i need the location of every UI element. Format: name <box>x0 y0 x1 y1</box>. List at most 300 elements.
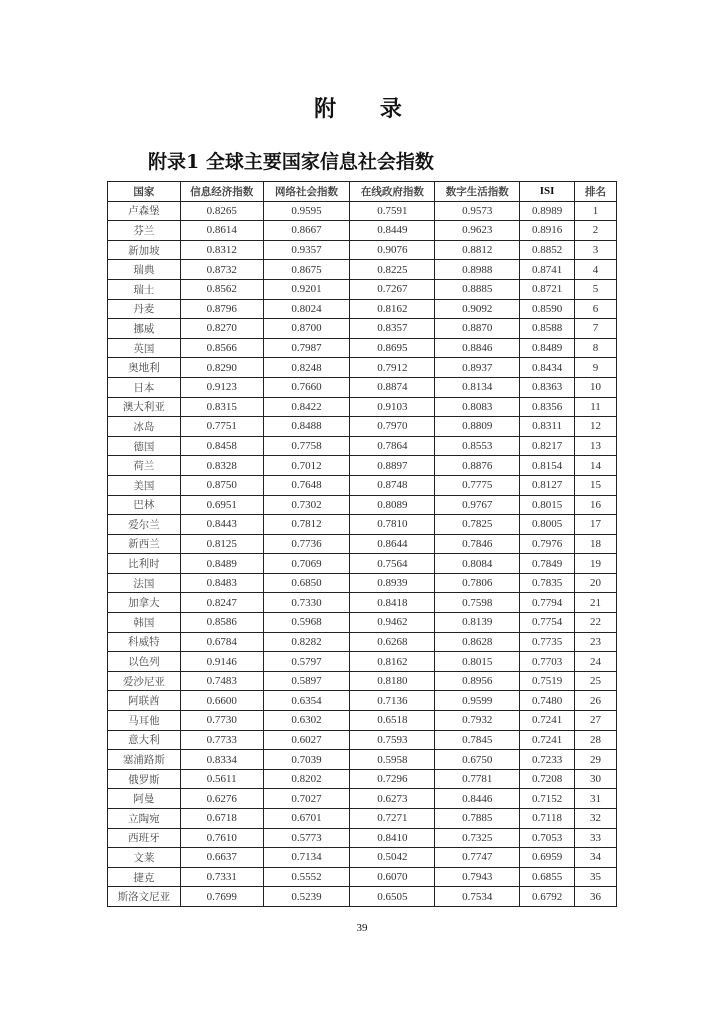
country-cell: 美国 <box>108 475 181 495</box>
column-header: 排名 <box>575 182 617 202</box>
index-value-cell: 0.7330 <box>263 593 350 613</box>
index-value-cell: 0.7610 <box>180 828 263 848</box>
index-value-cell: 0.7747 <box>435 848 520 868</box>
index-value-cell: 0.8939 <box>350 573 435 593</box>
index-value-cell: 0.8139 <box>435 613 520 633</box>
table-row <box>108 828 617 848</box>
index-value-cell: 0.6784 <box>180 632 263 652</box>
index-value-cell: 0.9599 <box>435 691 520 711</box>
index-value-cell: 0.9767 <box>435 495 520 515</box>
rank-cell: 17 <box>575 515 617 535</box>
rank-cell: 12 <box>575 417 617 437</box>
index-value-cell: 0.8290 <box>180 358 263 378</box>
table-row <box>108 769 617 789</box>
index-value-cell: 0.9123 <box>180 377 263 397</box>
table-row <box>108 534 617 554</box>
index-value-cell: 0.9146 <box>180 652 263 672</box>
table-row <box>108 201 617 221</box>
rank-cell: 26 <box>575 691 617 711</box>
index-value-cell: 0.7730 <box>180 711 263 731</box>
index-value-cell: 0.9573 <box>435 201 520 221</box>
rank-cell: 25 <box>575 671 617 691</box>
index-value-cell: 0.8247 <box>180 593 263 613</box>
country-cell: 澳大利亚 <box>108 397 181 417</box>
rank-cell: 10 <box>575 377 617 397</box>
index-value-cell: 0.8937 <box>435 358 520 378</box>
index-value-cell: 0.7845 <box>435 730 520 750</box>
country-cell: 以色列 <box>108 652 181 672</box>
country-cell: 新西兰 <box>108 534 181 554</box>
index-value-cell: 0.7754 <box>520 613 575 633</box>
table-row <box>108 573 617 593</box>
country-cell: 爱沙尼亚 <box>108 671 181 691</box>
index-value-cell: 0.6637 <box>180 848 263 868</box>
index-value-cell: 0.8885 <box>435 279 520 299</box>
country-cell: 丹麦 <box>108 299 181 319</box>
rank-cell: 35 <box>575 867 617 887</box>
country-cell: 马耳他 <box>108 711 181 731</box>
index-value-cell: 0.7781 <box>435 769 520 789</box>
index-value-cell: 0.7302 <box>263 495 350 515</box>
index-value-cell: 0.8489 <box>520 338 575 358</box>
rank-cell: 32 <box>575 809 617 829</box>
index-value-cell: 0.5968 <box>263 613 350 633</box>
index-value-cell: 0.6276 <box>180 789 263 809</box>
rank-cell: 15 <box>575 475 617 495</box>
index-value-cell: 0.8311 <box>520 417 575 437</box>
index-value-cell: 0.7208 <box>520 769 575 789</box>
index-value-cell: 0.7699 <box>180 887 263 907</box>
index-value-cell: 0.8876 <box>435 456 520 476</box>
rank-cell: 3 <box>575 240 617 260</box>
index-value-cell: 0.8562 <box>180 279 263 299</box>
index-value-cell: 0.9092 <box>435 299 520 319</box>
country-cell: 阿联酋 <box>108 691 181 711</box>
index-value-cell: 0.8695 <box>350 338 435 358</box>
index-value-cell: 0.7810 <box>350 515 435 535</box>
index-value-cell: 0.6855 <box>520 867 575 887</box>
index-value-cell: 0.8588 <box>520 319 575 339</box>
index-value-cell: 0.6518 <box>350 711 435 731</box>
index-value-cell: 0.8614 <box>180 221 263 241</box>
rank-cell: 1 <box>575 201 617 221</box>
index-value-cell: 0.8483 <box>180 573 263 593</box>
index-value-cell: 0.7331 <box>180 867 263 887</box>
rank-cell: 34 <box>575 848 617 868</box>
index-value-cell: 0.8874 <box>350 377 435 397</box>
index-value-cell: 0.8721 <box>520 279 575 299</box>
table-row <box>108 338 617 358</box>
index-value-cell: 0.8846 <box>435 338 520 358</box>
index-value-cell: 0.6750 <box>435 750 520 770</box>
index-value-cell: 0.8015 <box>435 652 520 672</box>
country-cell: 立陶宛 <box>108 809 181 829</box>
index-value-cell: 0.7483 <box>180 671 263 691</box>
country-cell: 挪威 <box>108 319 181 339</box>
table-row <box>108 789 617 809</box>
index-value-cell: 0.7053 <box>520 828 575 848</box>
rank-cell: 4 <box>575 260 617 280</box>
rank-cell: 7 <box>575 319 617 339</box>
index-value-cell: 0.7118 <box>520 809 575 829</box>
index-value-cell: 0.7835 <box>520 573 575 593</box>
country-cell: 韩国 <box>108 613 181 633</box>
index-value-cell: 0.7012 <box>263 456 350 476</box>
index-value-cell: 0.8586 <box>180 613 263 633</box>
index-value-cell: 0.9103 <box>350 397 435 417</box>
index-value-cell: 0.8796 <box>180 299 263 319</box>
index-value-cell: 0.7736 <box>263 534 350 554</box>
country-cell: 文莱 <box>108 848 181 868</box>
index-value-cell: 0.8748 <box>350 475 435 495</box>
table-row <box>108 613 617 633</box>
rank-cell: 33 <box>575 828 617 848</box>
column-header: ISI <box>520 182 575 202</box>
rank-cell: 36 <box>575 887 617 907</box>
index-value-cell: 0.8357 <box>350 319 435 339</box>
index-value-cell: 0.7976 <box>520 534 575 554</box>
table-row <box>108 456 617 476</box>
index-value-cell: 0.6718 <box>180 809 263 829</box>
table-row <box>108 711 617 731</box>
table-row <box>108 495 617 515</box>
column-header: 数字生活指数 <box>435 182 520 202</box>
index-value-cell: 0.7233 <box>520 750 575 770</box>
table-row <box>108 417 617 437</box>
index-value-cell: 0.7970 <box>350 417 435 437</box>
index-value-cell: 0.7846 <box>435 534 520 554</box>
index-value-cell: 0.8443 <box>180 515 263 535</box>
index-value-cell: 0.6027 <box>263 730 350 750</box>
index-value-cell: 0.8989 <box>520 201 575 221</box>
index-value-cell: 0.6505 <box>350 887 435 907</box>
country-cell: 比利时 <box>108 554 181 574</box>
index-value-cell: 0.8422 <box>263 397 350 417</box>
index-value-cell: 0.8553 <box>435 436 520 456</box>
rank-cell: 13 <box>575 436 617 456</box>
index-value-cell: 0.8750 <box>180 475 263 495</box>
index-value-cell: 0.8005 <box>520 515 575 535</box>
table-row <box>108 358 617 378</box>
table-row <box>108 750 617 770</box>
index-value-cell: 0.7912 <box>350 358 435 378</box>
index-value-cell: 0.8225 <box>350 260 435 280</box>
index-value-cell: 0.7943 <box>435 867 520 887</box>
index-value-cell: 0.8024 <box>263 299 350 319</box>
index-value-cell: 0.8154 <box>520 456 575 476</box>
country-cell: 奥地利 <box>108 358 181 378</box>
index-value-cell: 0.8089 <box>350 495 435 515</box>
table-row <box>108 867 617 887</box>
rank-cell: 29 <box>575 750 617 770</box>
table-row <box>108 730 617 750</box>
country-cell: 捷克 <box>108 867 181 887</box>
table-row <box>108 221 617 241</box>
index-value-cell: 0.5552 <box>263 867 350 887</box>
index-value-cell: 0.7849 <box>520 554 575 574</box>
country-cell: 瑞士 <box>108 279 181 299</box>
index-value-cell: 0.8897 <box>350 456 435 476</box>
table-row <box>108 809 617 829</box>
index-value-cell: 0.5611 <box>180 769 263 789</box>
index-value-cell: 0.8809 <box>435 417 520 437</box>
table-row <box>108 691 617 711</box>
index-value-cell: 0.8956 <box>435 671 520 691</box>
rank-cell: 11 <box>575 397 617 417</box>
index-value-cell: 0.7296 <box>350 769 435 789</box>
column-header: 网络社会指数 <box>263 182 350 202</box>
index-value-cell: 0.7591 <box>350 201 435 221</box>
index-value-cell: 0.7069 <box>263 554 350 574</box>
table-row <box>108 319 617 339</box>
index-value-cell: 0.7660 <box>263 377 350 397</box>
country-cell: 瑞典 <box>108 260 181 280</box>
index-value-cell: 0.8282 <box>263 632 350 652</box>
index-value-cell: 0.8334 <box>180 750 263 770</box>
index-value-cell: 0.6850 <box>263 573 350 593</box>
table-row <box>108 887 617 907</box>
index-value-cell: 0.7027 <box>263 789 350 809</box>
index-value-cell: 0.8488 <box>263 417 350 437</box>
country-cell: 德国 <box>108 436 181 456</box>
index-value-cell: 0.8180 <box>350 671 435 691</box>
index-value-cell: 0.9357 <box>263 240 350 260</box>
index-value-cell: 0.8489 <box>180 554 263 574</box>
index-value-cell: 0.6951 <box>180 495 263 515</box>
index-value-cell: 0.8356 <box>520 397 575 417</box>
index-value-cell: 0.7864 <box>350 436 435 456</box>
index-value-cell: 0.6792 <box>520 887 575 907</box>
country-cell: 塞浦路斯 <box>108 750 181 770</box>
index-value-cell: 0.8418 <box>350 593 435 613</box>
rank-cell: 31 <box>575 789 617 809</box>
rank-cell: 5 <box>575 279 617 299</box>
index-value-cell: 0.7751 <box>180 417 263 437</box>
country-cell: 荷兰 <box>108 456 181 476</box>
index-value-cell: 0.8700 <box>263 319 350 339</box>
rank-cell: 8 <box>575 338 617 358</box>
column-header: 信息经济指数 <box>180 182 263 202</box>
index-value-cell: 0.8916 <box>520 221 575 241</box>
index-value-cell: 0.8127 <box>520 475 575 495</box>
index-value-cell: 0.7703 <box>520 652 575 672</box>
index-value-cell: 0.7152 <box>520 789 575 809</box>
table-row <box>108 240 617 260</box>
index-value-cell: 0.8988 <box>435 260 520 280</box>
index-value-cell: 0.8083 <box>435 397 520 417</box>
index-value-cell: 0.6268 <box>350 632 435 652</box>
table-header-row <box>108 182 617 202</box>
table-row <box>108 632 617 652</box>
index-value-cell: 0.5042 <box>350 848 435 868</box>
index-value-cell: 0.7598 <box>435 593 520 613</box>
index-value-cell: 0.7241 <box>520 730 575 750</box>
table-row <box>108 260 617 280</box>
index-value-cell: 0.7794 <box>520 593 575 613</box>
country-cell: 卢森堡 <box>108 201 181 221</box>
table-row <box>108 652 617 672</box>
index-value-cell: 0.7775 <box>435 475 520 495</box>
index-value-cell: 0.7134 <box>263 848 350 868</box>
page-number: 39 <box>356 922 368 934</box>
appendix-title: 附 录 <box>314 96 420 122</box>
index-value-cell: 0.8217 <box>520 436 575 456</box>
index-value-cell: 0.7325 <box>435 828 520 848</box>
index-value-cell: 0.8812 <box>435 240 520 260</box>
index-value-cell: 0.6354 <box>263 691 350 711</box>
index-value-cell: 0.7564 <box>350 554 435 574</box>
rank-cell: 6 <box>575 299 617 319</box>
index-value-cell: 0.9595 <box>263 201 350 221</box>
country-cell: 法国 <box>108 573 181 593</box>
index-value-cell: 0.8134 <box>435 377 520 397</box>
rank-cell: 18 <box>575 534 617 554</box>
index-value-cell: 0.8741 <box>520 260 575 280</box>
index-value-cell: 0.9462 <box>350 613 435 633</box>
country-cell: 新加坡 <box>108 240 181 260</box>
index-value-cell: 0.7932 <box>435 711 520 731</box>
index-value-cell: 0.7136 <box>350 691 435 711</box>
index-value-cell: 0.8628 <box>435 632 520 652</box>
index-value-cell: 0.7806 <box>435 573 520 593</box>
index-value-cell: 0.8084 <box>435 554 520 574</box>
index-value-cell: 0.7825 <box>435 515 520 535</box>
index-value-cell: 0.8202 <box>263 769 350 789</box>
table-row <box>108 671 617 691</box>
country-cell: 西班牙 <box>108 828 181 848</box>
index-value-cell: 0.8270 <box>180 319 263 339</box>
index-value-cell: 0.8248 <box>263 358 350 378</box>
index-value-cell: 0.8732 <box>180 260 263 280</box>
index-value-cell: 0.6959 <box>520 848 575 868</box>
index-value-cell: 0.7812 <box>263 515 350 535</box>
country-cell: 科威特 <box>108 632 181 652</box>
isi-table <box>107 181 617 907</box>
index-value-cell: 0.7885 <box>435 809 520 829</box>
index-value-cell: 0.8410 <box>350 828 435 848</box>
table-row <box>108 515 617 535</box>
index-value-cell: 0.7758 <box>263 436 350 456</box>
index-value-cell: 0.9076 <box>350 240 435 260</box>
country-cell: 冰岛 <box>108 417 181 437</box>
index-value-cell: 0.5773 <box>263 828 350 848</box>
index-value-cell: 0.8125 <box>180 534 263 554</box>
index-value-cell: 0.8644 <box>350 534 435 554</box>
rank-cell: 27 <box>575 711 617 731</box>
table-row <box>108 554 617 574</box>
table-row <box>108 299 617 319</box>
index-value-cell: 0.5797 <box>263 652 350 672</box>
index-value-cell: 0.5239 <box>263 887 350 907</box>
index-value-cell: 0.5958 <box>350 750 435 770</box>
index-value-cell: 0.8590 <box>520 299 575 319</box>
index-value-cell: 0.6302 <box>263 711 350 731</box>
index-value-cell: 0.6600 <box>180 691 263 711</box>
index-value-cell: 0.7519 <box>520 671 575 691</box>
index-value-cell: 0.8015 <box>520 495 575 515</box>
country-cell: 俄罗斯 <box>108 769 181 789</box>
index-value-cell: 0.6701 <box>263 809 350 829</box>
index-value-cell: 0.7039 <box>263 750 350 770</box>
table-row <box>108 397 617 417</box>
rank-cell: 21 <box>575 593 617 613</box>
rank-cell: 16 <box>575 495 617 515</box>
country-cell: 意大利 <box>108 730 181 750</box>
index-value-cell: 0.8667 <box>263 221 350 241</box>
index-value-cell: 0.8265 <box>180 201 263 221</box>
index-value-cell: 0.9623 <box>435 221 520 241</box>
country-cell: 英国 <box>108 338 181 358</box>
rank-cell: 20 <box>575 573 617 593</box>
rank-cell: 9 <box>575 358 617 378</box>
table-caption: 附录1 全球主要国家信息社会指数 <box>148 151 434 173</box>
index-value-cell: 0.7267 <box>350 279 435 299</box>
country-cell: 斯洛文尼亚 <box>108 887 181 907</box>
table-row <box>108 593 617 613</box>
index-value-cell: 0.7534 <box>435 887 520 907</box>
index-value-cell: 0.9201 <box>263 279 350 299</box>
index-value-cell: 0.8870 <box>435 319 520 339</box>
index-value-cell: 0.5897 <box>263 671 350 691</box>
rank-cell: 23 <box>575 632 617 652</box>
index-value-cell: 0.8312 <box>180 240 263 260</box>
rank-cell: 22 <box>575 613 617 633</box>
rank-cell: 19 <box>575 554 617 574</box>
index-value-cell: 0.8315 <box>180 397 263 417</box>
index-value-cell: 0.8675 <box>263 260 350 280</box>
index-value-cell: 0.8328 <box>180 456 263 476</box>
country-cell: 阿曼 <box>108 789 181 809</box>
index-value-cell: 0.8363 <box>520 377 575 397</box>
table-row <box>108 475 617 495</box>
rank-cell: 14 <box>575 456 617 476</box>
index-value-cell: 0.7735 <box>520 632 575 652</box>
index-value-cell: 0.7987 <box>263 338 350 358</box>
index-value-cell: 0.8852 <box>520 240 575 260</box>
index-value-cell: 0.7271 <box>350 809 435 829</box>
country-cell: 日本 <box>108 377 181 397</box>
index-value-cell: 0.7733 <box>180 730 263 750</box>
index-value-cell: 0.8458 <box>180 436 263 456</box>
index-value-cell: 0.7241 <box>520 711 575 731</box>
country-cell: 爱尔兰 <box>108 515 181 535</box>
country-cell: 加拿大 <box>108 593 181 613</box>
index-value-cell: 0.6070 <box>350 867 435 887</box>
index-value-cell: 0.8446 <box>435 789 520 809</box>
table-row <box>108 279 617 299</box>
country-cell: 巴林 <box>108 495 181 515</box>
country-cell: 芬兰 <box>108 221 181 241</box>
column-header: 在线政府指数 <box>350 182 435 202</box>
index-value-cell: 0.8566 <box>180 338 263 358</box>
index-value-cell: 0.7480 <box>520 691 575 711</box>
index-value-cell: 0.7593 <box>350 730 435 750</box>
table-row <box>108 436 617 456</box>
column-header: 国家 <box>108 182 181 202</box>
index-value-cell: 0.6273 <box>350 789 435 809</box>
table-row <box>108 377 617 397</box>
table-row <box>108 848 617 868</box>
index-value-cell: 0.8449 <box>350 221 435 241</box>
index-value-cell: 0.8162 <box>350 652 435 672</box>
index-value-cell: 0.8434 <box>520 358 575 378</box>
rank-cell: 28 <box>575 730 617 750</box>
index-value-cell: 0.7648 <box>263 475 350 495</box>
rank-cell: 24 <box>575 652 617 672</box>
rank-cell: 2 <box>575 221 617 241</box>
index-value-cell: 0.8162 <box>350 299 435 319</box>
rank-cell: 30 <box>575 769 617 789</box>
